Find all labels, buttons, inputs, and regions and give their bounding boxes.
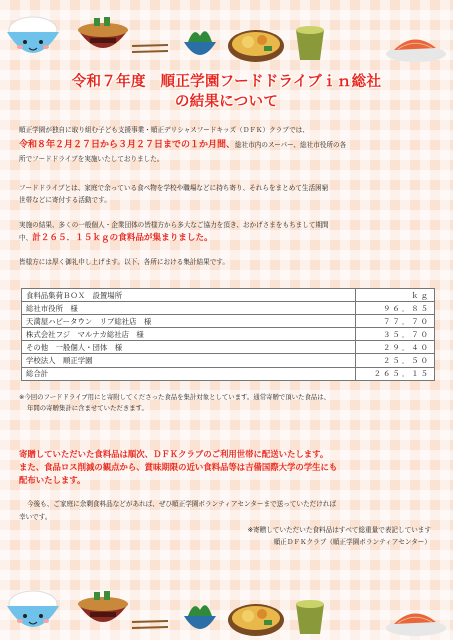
result-prefix: 中、 [19,234,33,242]
table-row [22,354,435,367]
vegetable-dish-icon [180,22,220,64]
table-row [22,302,435,315]
definition-line: フードドライブとは、家庭で余っている食べ物を学校や職場などに持ち寄り、それらをまとめて生活困窮 [19,184,329,192]
table-header-unit: ｋｇ [356,289,435,302]
table-cell-weight: ２５．５０ [356,354,435,367]
simmered-dish-icon [226,594,286,638]
table-cell-total-weight: ２６５．１５ [356,367,435,380]
chopsticks-icon [130,42,170,56]
period-highlight: 令和８年２月２７日から３月２７日までの１か月間、 [19,140,236,150]
table-row [22,315,435,328]
weight-note: ※寄贈していただいた食料品はすべて総重量で表記しています [247,526,431,534]
footnote-line: 年間の寄贈集計に含ませていただきます。 [27,404,148,412]
table-header-row [22,289,435,302]
footnote-line: ※今回のフードドライブ用にと寄附してくださった食品を集計対象としています。通常寄贈で頂いた食品は、 [19,393,331,401]
chopsticks-icon [130,618,170,632]
result-paragraph [19,219,437,245]
table-cell-weight: ９６．８５ [356,302,435,315]
collection-results-table [21,288,435,381]
definition-paragraph [19,182,437,206]
announcement-line: 寄贈していただいた食料品は順次、ＤＦＫクラブのご利用世帯に配送いたします。 [19,449,329,459]
intro-paragraph: 順正学園が独自に取り組む子ども支援事業・順正デリシャスフードキッズ（ＤＦＫ）クラブでは、 [19,126,309,134]
request-line: 今後も、ご家庭に余剰食料品などがあれば、ぜひ順正学園ボランティアセンターまで送っていただければ [27,500,337,508]
rice-bowl-icon [2,578,64,638]
result-line: 実施の結果、多くの一般個人・企業団体の皆様方から多大なご協力を頂き、おかげさまをもちまして期間 [19,221,329,229]
table-cell-location: 天満屋ハピータウン リブ総社店 様 [22,315,356,328]
header-illustration-band [0,0,453,66]
future-request-paragraph [19,498,437,524]
request-line: 幸いです。 [19,513,52,521]
rice-bowl-icon [2,4,64,64]
delivery-announcement [19,448,439,487]
thanks-paragraph: 皆様方には厚く御礼申し上げます。以下、各所における集計結果です。 [19,258,229,266]
announcement-line: また、食品ロス削減の観点から、賞味期限の近い食料品等は吉備国際大学の学生にも [19,462,338,472]
table-cell-total-label: 総合計 [22,367,356,380]
table-cell-location: 総社市役所 様 [22,302,356,315]
period-text-2: 所でフードドライブを実施いたしておりました。 [19,155,164,163]
page-subtitle: の結果について [174,94,279,110]
table-header-location: 食料品集荷ＢＯＸ 設置場所 [22,289,356,302]
table-cell-weight: ２９．４０ [356,341,435,354]
miso-soup-icon [74,8,132,62]
table-row [22,341,435,354]
page-title: 令和７年度 順正学園フードドライブｉｎ総社 [71,74,382,90]
definition-line: 世帯などに寄付する活動です。 [19,196,111,204]
green-tea-icon [292,596,328,636]
table-footnote [19,392,439,414]
table-cell-location: 株式会社フジ マルナカ総社店 様 [22,328,356,341]
document-body [0,66,453,574]
table-row [22,328,435,341]
organization-name: 順正ＤＦＫクラブ（順正学園ボランティアセンター） [273,538,431,546]
vegetable-dish-icon [180,596,220,638]
total-highlight: 計２６５．１５ｋｇの食料品が集まりました。 [32,233,213,243]
miso-soup-icon [74,582,132,636]
table-cell-weight: ７７．７０ [356,315,435,328]
period-paragraph [19,138,437,166]
green-tea-icon [292,22,328,62]
simmered-dish-icon [226,20,286,64]
table-total-row [22,367,435,380]
table-cell-location: その他 一般個人・団体 様 [22,341,356,354]
period-text: 総社市内のスーパー、総社市役所の各 [235,141,347,149]
announcement-line: 配布いたします。 [19,475,86,485]
footer-illustration-band [0,574,453,640]
signature-block [248,524,431,548]
grilled-salmon-icon [384,598,448,638]
table-cell-weight: ３５．７０ [356,328,435,341]
table-cell-location: 学校法人 順正学園 [22,354,356,367]
grilled-salmon-icon [384,24,448,64]
